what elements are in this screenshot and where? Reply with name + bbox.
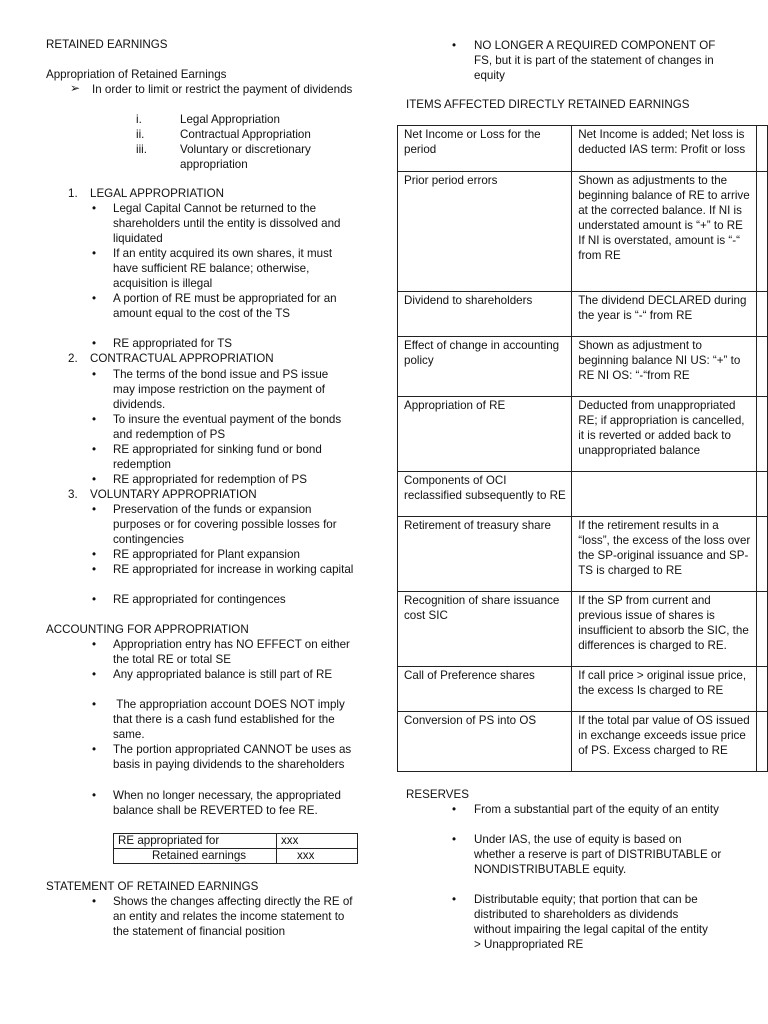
item-cell: Retirement of treasury share	[398, 517, 572, 592]
list-item: The portion appropriated CANNOT be uses as basis in paying dividends to the shareholders	[113, 743, 352, 771]
list-item: Legal Capital Cannot be returned to the shareholders until the entity is dissolved and liquidated	[113, 202, 341, 245]
extra-cell	[757, 337, 768, 397]
bullet-icon	[92, 592, 96, 607]
bullet-icon	[92, 697, 96, 712]
effect-cell	[572, 472, 757, 517]
list-item: The appropriation account DOES NOT imply that there is a cash fund established for the same.	[113, 698, 349, 741]
table-row	[398, 172, 768, 292]
statement-heading: STATEMENT OF RETAINED EARNINGS	[46, 880, 259, 893]
accounting-heading: ACCOUNTING FOR APPROPRIATION	[46, 623, 249, 636]
section-number: 3.	[68, 488, 78, 501]
bullet-icon	[92, 788, 96, 803]
legal-appropriation-title: LEGAL APPROPRIATION	[90, 187, 225, 200]
bullet-icon	[452, 832, 456, 847]
extra-cell	[757, 712, 768, 772]
list-item: Appropriation entry has NO EFFECT on either the total RE or total SE	[113, 638, 350, 666]
table-row	[398, 472, 768, 517]
extra-cell	[757, 172, 768, 292]
bullet-icon	[92, 502, 96, 517]
list-item: RE appropriated for sinking fund or bond redemption	[113, 443, 322, 471]
effect-cell: The dividend DECLARED during the year is “-“ from RE	[572, 292, 757, 337]
bullet-icon	[92, 562, 96, 577]
item-cell: Call of Preference shares	[398, 667, 572, 712]
list-item: RE appropriated for increase in working capital	[113, 563, 354, 576]
list-item: RE appropriated for redemption of PS	[113, 473, 307, 486]
list-item: The terms of the bond issue and PS issue may impose restriction on the payment of dividends.	[113, 368, 329, 411]
list-item: Preservation of the funds or expansion purposes or for covering possible losses for contingencies	[113, 503, 337, 546]
extra-cell	[757, 292, 768, 337]
effect-cell: Deducted from unappropriated RE; if appropriation is cancelled, it is reverted or added back to unappropriated balance	[572, 397, 757, 472]
effect-cell: If the SP from current and previous issue of shares is insufficient to absorb the SIC, the differences is charged to RE.	[572, 592, 757, 667]
extra-cell	[757, 397, 768, 472]
bullet-icon	[92, 367, 96, 382]
appropriation-heading: Appropriation of Retained Earnings	[46, 68, 227, 81]
list-item: If an entity acquired its own shares, it must have sufficient RE balance; otherwise, acquisition is illegal	[113, 247, 333, 290]
arrow-bullet-icon: ➢	[70, 81, 81, 95]
list-item: RE appropriated for TS	[113, 337, 233, 350]
table-row	[398, 592, 768, 667]
list-item: Distributable equity; that portion that can be distributed to shareholders as dividends without impairing the legal capital of the entity > Unappropriated RE	[474, 893, 708, 951]
extra-cell	[757, 472, 768, 517]
extra-cell	[757, 517, 768, 592]
section-number: 2.	[68, 352, 78, 365]
list-item: Under IAS, the use of equity is based on whether a reserve is part of DISTRIBUTABLE or NONDISTRIBUTABLE equity.	[474, 833, 722, 876]
bullet-icon	[92, 291, 96, 306]
section-number: 1.	[68, 187, 78, 200]
bullet-icon	[92, 201, 96, 216]
roman-num: ii.	[136, 128, 145, 141]
roman-item: Contractual Appropriation	[180, 128, 311, 141]
table-row	[398, 397, 768, 472]
item-cell: Appropriation of RE	[398, 397, 572, 472]
list-item: Shows the changes affecting directly the RE of an entity and relates the income statement to the statement of financial position	[113, 895, 353, 938]
bullet-icon	[452, 892, 456, 907]
item-cell: Net Income or Loss for the period	[398, 126, 572, 172]
roman-num: i.	[136, 113, 142, 126]
roman-num: iii.	[136, 143, 147, 156]
list-item: NO LONGER A REQUIRED COMPONENT OF FS, but it is part of the statement of changes in equity	[474, 39, 716, 82]
voluntary-appropriation-title: VOLUNTARY APPROPRIATION	[90, 488, 257, 501]
effect-cell: Shown as adjustments to the beginning balance of RE to arrive at the corrected balance. If NI is understated amount is “+” to RE If NI is overstated, amount is “-“ from RE	[572, 172, 757, 292]
bullet-icon	[92, 442, 96, 457]
bullet-icon	[92, 412, 96, 427]
bullet-icon	[92, 472, 96, 487]
table-row	[398, 126, 768, 172]
bullet-icon	[92, 246, 96, 261]
items-table	[397, 125, 768, 772]
item-cell: Prior period errors	[398, 172, 572, 292]
bullet-icon	[452, 802, 456, 817]
entry-amount: xxx	[277, 849, 358, 864]
list-item: From a substantial part of the equity of an entity	[474, 803, 719, 816]
effect-cell: If the retirement results in a “loss”, the excess of the loss over the SP-original issuance and SP-TS is charged to RE	[572, 517, 757, 592]
table-row	[398, 292, 768, 337]
table-row	[398, 712, 768, 772]
entry-account: RE appropriated for	[114, 834, 277, 849]
list-item: A portion of RE must be appropriated for an amount equal to the cost of the TS	[113, 292, 337, 320]
item-cell: Recognition of share issuance cost SIC	[398, 592, 572, 667]
table-row	[398, 337, 768, 397]
bullet-icon	[452, 38, 456, 53]
item-cell: Dividend to shareholders	[398, 292, 572, 337]
extra-cell	[757, 592, 768, 667]
entry-account: Retained earnings	[114, 849, 277, 864]
list-item: RE appropriated for Plant expansion	[113, 548, 300, 561]
entry-amount: xxx	[277, 834, 358, 849]
bullet-icon	[92, 336, 96, 351]
bullet-icon	[92, 667, 96, 682]
effect-cell: Shown as adjustment to beginning balance NI US: “+” to RE NI OS: “-“from RE	[572, 337, 757, 397]
roman-item: Legal Appropriation	[180, 113, 280, 126]
list-item: RE appropriated for contingences	[113, 593, 286, 606]
list-item: Any appropriated balance is still part of RE	[113, 668, 333, 681]
effect-cell: If the total par value of OS issued in exchange exceeds issue price of PS. Excess charged to RE	[572, 712, 757, 772]
table-row	[398, 667, 768, 712]
bullet-icon	[92, 637, 96, 652]
table-row	[114, 849, 358, 864]
contractual-appropriation-title: CONTRACTUAL APPROPRIATION	[90, 352, 274, 365]
item-cell: Conversion of PS into OS	[398, 712, 572, 772]
bullet-icon	[92, 547, 96, 562]
bullet-icon	[92, 742, 96, 757]
extra-cell	[757, 126, 768, 172]
arrow-item: In order to limit or restrict the payment of dividends	[92, 83, 353, 96]
item-cell: Components of OCI reclassified subsequently to RE	[398, 472, 572, 517]
extra-cell	[757, 667, 768, 712]
page-title: RETAINED EARNINGS	[46, 38, 168, 51]
effect-cell: Net Income is added; Net loss is deducted IAS term: Profit or loss	[572, 126, 757, 172]
effect-cell: If call price > original issue price, the excess Is charged to RE	[572, 667, 757, 712]
journal-entry-table	[113, 833, 358, 864]
roman-item: Voluntary or discretionary appropriation	[180, 143, 311, 171]
table-row	[114, 834, 358, 849]
item-cell: Effect of change in accounting policy	[398, 337, 572, 397]
list-item: To insure the eventual payment of the bonds and redemption of PS	[113, 413, 342, 441]
bullet-icon	[92, 894, 96, 909]
table-row	[398, 517, 768, 592]
list-item: When no longer necessary, the appropriated balance shall be REVERTED to fee RE.	[113, 789, 341, 817]
items-heading: ITEMS AFFECTED DIRECTLY RETAINED EARNINGS	[406, 98, 690, 111]
reserves-heading: RESERVES	[406, 788, 469, 801]
